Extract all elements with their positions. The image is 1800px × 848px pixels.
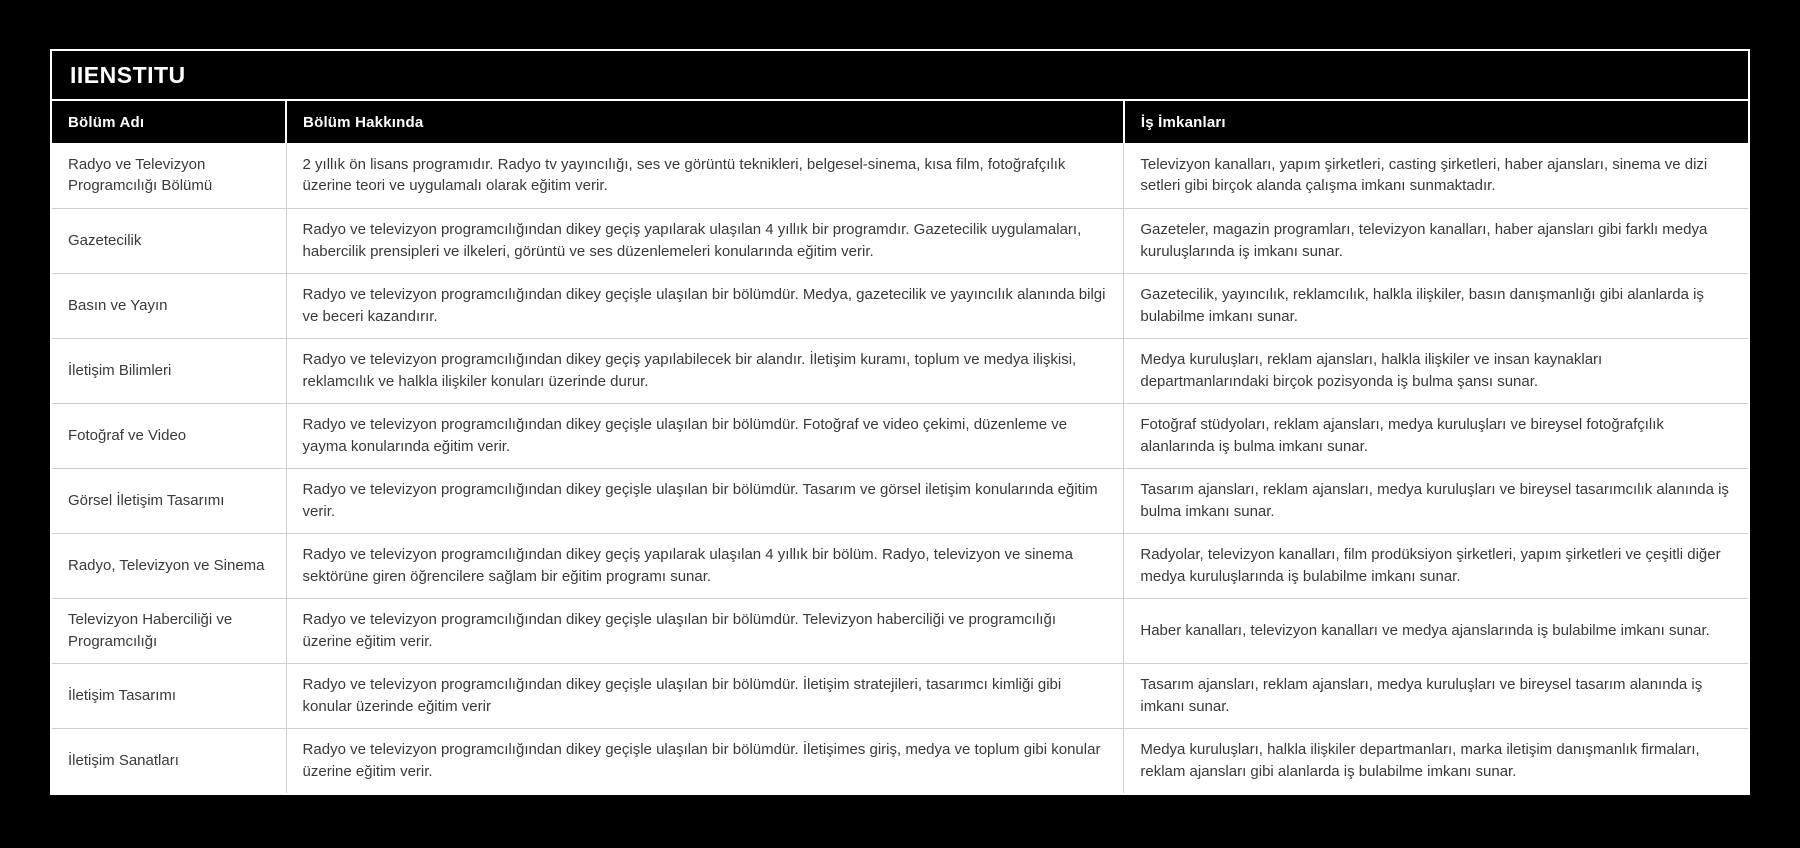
cell-bolum-hakkinda: Radyo ve televizyon programcılığından dikey geçişle ulaşılan bir bölümdür. Televizyon haberciliği ve programcılığı üzerine eğitim verir. — [286, 598, 1124, 663]
cell-is-imkanlari: Televizyon kanalları, yapım şirketleri, casting şirketleri, haber ajansları, sinema ve dizi setleri gibi birçok alanda çalışma imkanı sunmaktadır. — [1124, 143, 1748, 208]
cell-is-imkanlari: Gazetecilik, yayıncılık, reklamcılık, halkla ilişkiler, basın danışmanlığı gibi alanlarda iş bulabilme imkanı sunar. — [1124, 273, 1748, 338]
column-header-bolum-hakkinda: Bölüm Hakkında — [286, 101, 1124, 143]
column-header-is-imkanlari: İş İmkanları — [1124, 101, 1748, 143]
page-title: IIENSTITU — [70, 61, 186, 88]
cell-is-imkanlari: Radyolar, televizyon kanalları, film prodüksiyon şirketleri, yapım şirketleri ve çeşitli diğer medya kuruluşlarında iş bulabilme imkanı sunar. — [1124, 533, 1748, 598]
cell-bolum-hakkinda: Radyo ve televizyon programcılığından dikey geçişle ulaşılan bir bölümdür. Medya, gazetecilik ve yayıncılık alanında bilgi ve beceri kazandırır. — [286, 273, 1124, 338]
column-header-bolum-adi: Bölüm Adı — [52, 101, 286, 143]
cell-bolum-hakkinda: Radyo ve televizyon programcılığından dikey geçiş yapılarak ulaşılan 4 yıllık bir bölüm. Radyo, televizyon ve sinema sektörüne giren öğrencilere sağlam bir eğitim programı sunar. — [286, 533, 1124, 598]
table-row — [52, 143, 1748, 208]
cell-is-imkanlari: Medya kuruluşları, halkla ilişkiler departmanları, marka iletişim danışmanlık firmaları, reklam ajansları gibi alanlarda iş bulabilme imkanı sunar. — [1124, 728, 1748, 793]
table-header — [52, 101, 1748, 143]
table-row — [52, 338, 1748, 403]
table-row — [52, 403, 1748, 468]
cell-is-imkanlari: Medya kuruluşları, reklam ajansları, halkla ilişkiler ve insan kaynakları departmanlarındaki birçok pozisyonda iş bulma şansı sunar. — [1124, 338, 1748, 403]
departments-table — [52, 101, 1748, 793]
cell-bolum-adi: Basın ve Yayın — [52, 273, 286, 338]
departments-panel — [50, 49, 1750, 795]
table-row — [52, 468, 1748, 533]
cell-bolum-hakkinda: Radyo ve televizyon programcılığından dikey geçişle ulaşılan bir bölümdür. Fotoğraf ve video çekimi, düzenleme ve yayma konularında eğitim verir. — [286, 403, 1124, 468]
table-row — [52, 728, 1748, 793]
table-row — [52, 208, 1748, 273]
cell-bolum-hakkinda: Radyo ve televizyon programcılığından dikey geçişle ulaşılan bir bölümdür. İletişimes giriş, medya ve toplum gibi konular üzerine eğitim verir. — [286, 728, 1124, 793]
cell-is-imkanlari: Gazeteler, magazin programları, televizyon kanalları, haber ajansları gibi farklı medya kuruluşlarında iş imkanı sunar. — [1124, 208, 1748, 273]
cell-bolum-hakkinda: 2 yıllık ön lisans programıdır. Radyo tv yayıncılığı, ses ve görüntü teknikleri, belgesel-sinema, kısa film, fotoğrafçılık üzerine teori ve uygulamalı olarak eğitim verir. — [286, 143, 1124, 208]
table-body — [52, 143, 1748, 793]
cell-is-imkanlari: Tasarım ajansları, reklam ajansları, medya kuruluşları ve bireysel tasarım alanında iş imkanı sunar. — [1124, 663, 1748, 728]
cell-bolum-adi: İletişim Sanatları — [52, 728, 286, 793]
cell-bolum-adi: Görsel İletişim Tasarımı — [52, 468, 286, 533]
cell-bolum-adi: Gazetecilik — [52, 208, 286, 273]
cell-bolum-hakkinda: Radyo ve televizyon programcılığından dikey geçiş yapılabilecek bir alandır. İletişim kuramı, toplum ve medya ilişkisi, reklamcılık ve halkla ilişkiler konuları üzerinde durur. — [286, 338, 1124, 403]
cell-bolum-adi: Televizyon Haberciliği ve Programcılığı — [52, 598, 286, 663]
cell-is-imkanlari: Tasarım ajansları, reklam ajansları, medya kuruluşları ve bireysel tasarımcılık alanında iş bulma imkanı sunar. — [1124, 468, 1748, 533]
cell-bolum-hakkinda: Radyo ve televizyon programcılığından dikey geçişle ulaşılan bir bölümdür. Tasarım ve görsel iletişim konularında eğitim verir. — [286, 468, 1124, 533]
cell-bolum-adi: İletişim Tasarımı — [52, 663, 286, 728]
cell-is-imkanlari: Fotoğraf stüdyoları, reklam ajansları, medya kuruluşları ve bireysel fotoğrafçılık alanlarında iş bulma imkanı sunar. — [1124, 403, 1748, 468]
table-row — [52, 273, 1748, 338]
cell-is-imkanlari: Haber kanalları, televizyon kanalları ve medya ajanslarında iş bulabilme imkanı sunar. — [1124, 598, 1748, 663]
table-row — [52, 598, 1748, 663]
cell-bolum-adi: Radyo ve Televizyon Programcılığı Bölümü — [52, 143, 286, 208]
cell-bolum-hakkinda: Radyo ve televizyon programcılığından dikey geçişle ulaşılan bir bölümdür. İletişim stratejileri, tasarımcı kimliği gibi konular üzerinde eğitim verir — [286, 663, 1124, 728]
header-row — [52, 101, 1748, 143]
table-row — [52, 663, 1748, 728]
cell-bolum-adi: Fotoğraf ve Video — [52, 403, 286, 468]
table-row — [52, 533, 1748, 598]
title-bar — [52, 51, 1748, 101]
cell-bolum-hakkinda: Radyo ve televizyon programcılığından dikey geçiş yapılarak ulaşılan 4 yıllık bir programdır. Gazetecilik uygulamaları, habercilik prensipleri ve ilkeleri, görüntü ve ses düzenlemeleri konularında eğitim verir. — [286, 208, 1124, 273]
cell-bolum-adi: Radyo, Televizyon ve Sinema — [52, 533, 286, 598]
cell-bolum-adi: İletişim Bilimleri — [52, 338, 286, 403]
